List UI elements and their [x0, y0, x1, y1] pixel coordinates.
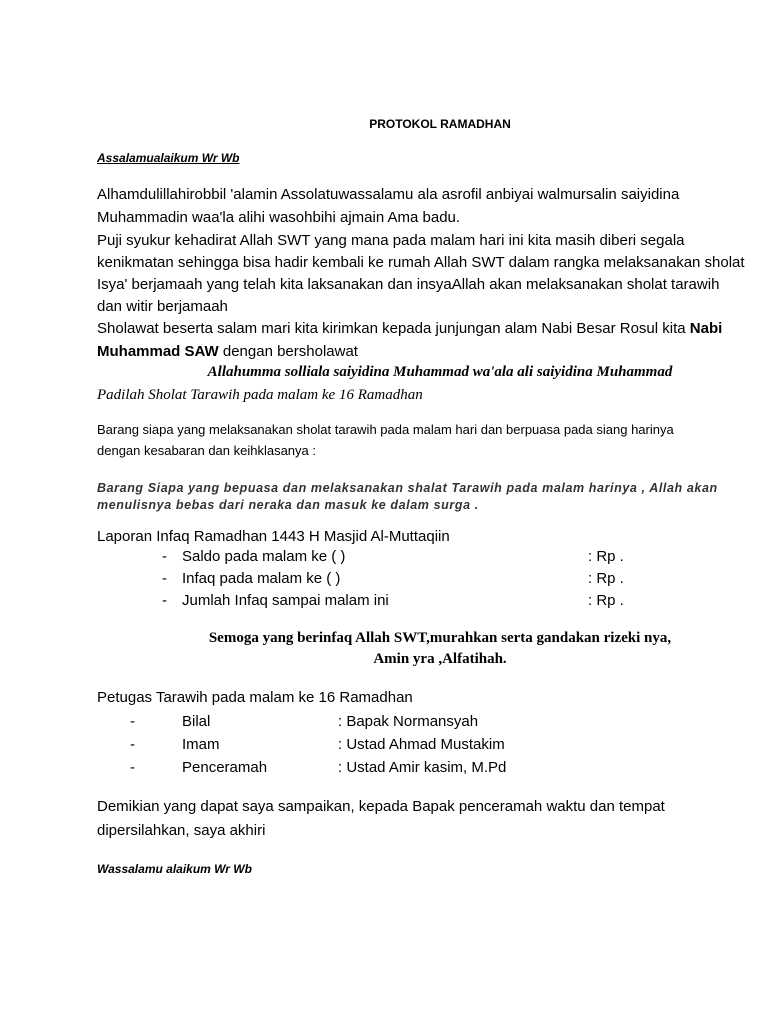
opening-line: Puji syukur kehadirat Allah SWT yang mana pada malam hari ini kita masih diberi segala: [97, 232, 685, 249]
hadith-line: Barang Siapa yang bepuasa dan melaksanakan shalat Tarawih pada malam harinya , Allah akan: [97, 481, 718, 495]
closing-line: Demikian yang dapat saya sampaikan, kepada Bapak penceramah waktu dan tempat: [97, 798, 665, 815]
barang-line: dengan kesabaran dan keihklasanya :: [97, 443, 316, 458]
doa-line: Semoga yang berinfaq Allah SWT,murahkan serta gandakan rizeki nya,: [208, 630, 672, 646]
list-item-dash: -: [130, 713, 135, 730]
petugas-name: : Ustad Ahmad Mustakim: [338, 736, 505, 753]
infaq-label: Jumlah Infaq sampai malam ini: [182, 592, 389, 609]
sholawat-text: Allahumma solliala saiyidina Muhammad wa'ala ali saiyidina Muhammad: [207, 364, 673, 380]
prophet-title: Nabi: [689, 320, 723, 337]
petugas-name: : Ustad Amir kasim, M.Pd: [338, 759, 507, 776]
list-item-dash: -: [130, 736, 135, 753]
greeting: Assalamualaikum Wr Wb: [97, 151, 240, 165]
opening-line: [97, 318, 722, 340]
list-item-dash: -: [162, 548, 167, 565]
sholawat-invitation: Sholawat beserta salam mari kita kirimkan kepada junjungan alam Nabi Besar Rosul kita: [97, 320, 686, 337]
petugas-role: Penceramah: [182, 759, 268, 776]
petugas-role: Bilal: [182, 713, 211, 730]
infaq-value: : Rp .: [588, 570, 624, 587]
infaq-label: Infaq pada malam ke ( ): [182, 570, 341, 587]
opening-line: Muhammadin waa'la alihi wasohbihi ajmain Ama badu.: [97, 209, 461, 226]
infaq-label: Saldo pada malam ke ( ): [182, 548, 346, 565]
page-title: PROTOKOL RAMADHAN: [369, 117, 511, 131]
opening-line: Alhamdulillahirobbil 'alamin Assolatuwassalamu ala asrofil anbiyai walmursalin saiyidina: [97, 186, 680, 203]
petugas-name: : Bapak Normansyah: [338, 713, 479, 730]
opening-line: dan witir berjamaah: [97, 298, 228, 315]
opening-line-rest: dengan bersholawat: [218, 343, 358, 360]
opening-line: kenikmatan sehingga bisa hadir kembali ke rumah Allah SWT dalam rangka melaksanakan sholat: [97, 254, 745, 271]
doa-line: Amin yra ,Alfatihah.: [373, 651, 507, 667]
padilah-heading: Padilah Sholat Tarawih pada malam ke 16 Ramadhan: [97, 387, 423, 403]
prophet-name: Muhammad SAW: [97, 343, 219, 360]
petugas-heading: Petugas Tarawih pada malam ke 16 Ramadhan: [97, 689, 413, 706]
petugas-role: Imam: [182, 736, 220, 753]
list-item-dash: -: [130, 759, 135, 776]
farewell: Wassalamu alaikum Wr Wb: [97, 862, 252, 876]
opening-line: Isya' berjamaah yang telah kita laksanakan dan insyaAllah akan melaksanakan sholat tarawih: [97, 276, 720, 293]
hadith-line: menulisnya bebas dari neraka dan masuk ke dalam surga .: [97, 498, 479, 512]
infaq-value: : Rp .: [588, 548, 624, 565]
infaq-heading: Laporan Infaq Ramadhan 1443 H Masjid Al-Muttaqiin: [97, 528, 450, 545]
opening-line: [97, 341, 358, 363]
list-item-dash: -: [162, 570, 167, 587]
barang-line: Barang siapa yang melaksanakan sholat tarawih pada malam hari dan berpuasa pada siang harinya: [97, 422, 674, 437]
infaq-value: : Rp .: [588, 592, 624, 609]
closing-line: dipersilahkan, saya akhiri: [97, 822, 266, 839]
list-item-dash: -: [162, 592, 167, 609]
